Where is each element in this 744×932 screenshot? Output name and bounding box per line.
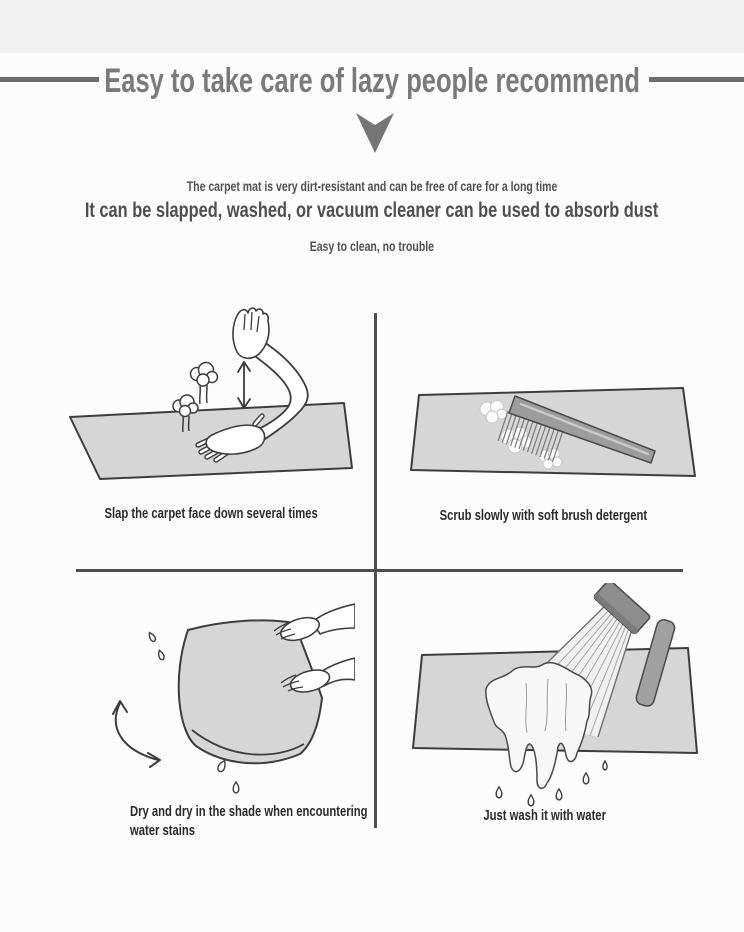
caption-wash-text: Just wash it with water [483,807,607,824]
caption-slap-text: Slap the carpet face down several times [104,505,318,522]
grid-horizontal-divider [76,569,683,572]
intro-line-1 [0,178,744,194]
caption-dry-line2: water stains [130,822,196,839]
carpet-drip-dry-illustration [70,588,355,803]
intro-line-1-text: The carpet mat is very dirt-resistant and can be free of care for a long time [186,178,558,194]
top-band [0,0,744,53]
intro-line-2-text: It can be slapped, washed, or vacuum cleaner can be used to absorb dust [85,199,659,222]
brush-scrubbing-carpet-illustration [405,383,700,485]
upper-hand [274,604,355,645]
page-title-text: Easy to take care of lazy people recommend [104,62,640,100]
caption-dry [130,802,400,840]
shower-washing-carpet-illustration [400,583,712,815]
caption-scrub [368,507,718,524]
caption-dry-line1: Dry and dry in the shade when encountering [130,803,368,820]
intro-line-3 [0,238,744,254]
intro-line-2 [0,199,744,223]
page-title [0,58,744,104]
sudsy-water-flow [486,663,592,789]
caption-slap [36,505,386,522]
hand-slapping-carpet-illustration [55,300,367,495]
up-down-arrow [238,362,250,408]
intro-line-3-text: Easy to clean, no trouble [309,238,435,254]
caption-wash [370,807,720,824]
shake-arrow [113,701,160,767]
caption-scrub-text: Scrub slowly with soft brush detergent [439,507,647,524]
chevron-down-icon [356,113,394,154]
dust-puff-upper [191,363,218,405]
